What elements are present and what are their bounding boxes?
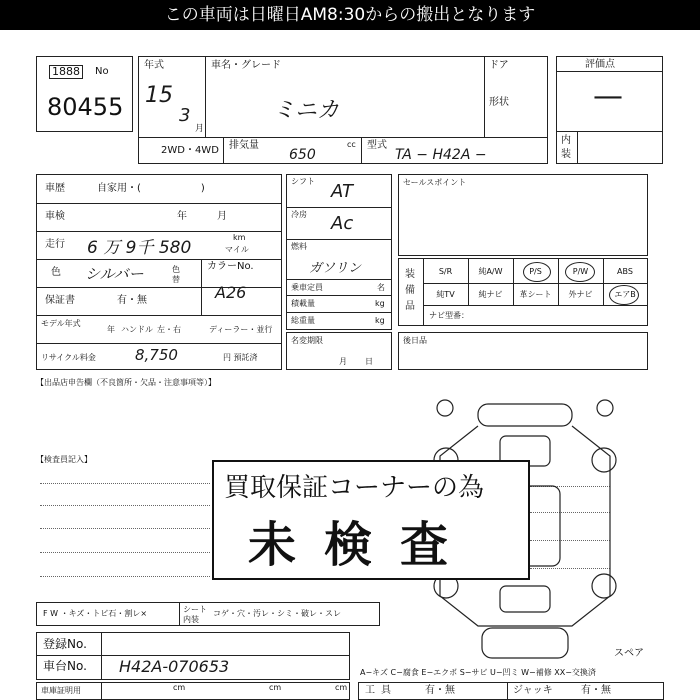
equip-abs: ABS	[617, 267, 633, 276]
fw-box	[36, 602, 380, 626]
drive-label: 2WD・4WD	[161, 145, 219, 156]
load-label: 積載量	[291, 299, 315, 308]
color-value: シルバー	[85, 265, 144, 283]
model-label: 型式	[367, 140, 387, 151]
capacity-label: 乗車定員	[291, 283, 323, 292]
inspection-label: 車検	[45, 211, 65, 222]
jack-value: 有・無	[581, 685, 611, 696]
shift-label: シフト	[291, 177, 315, 186]
tools-box	[358, 682, 664, 700]
gross-label: 総重量	[291, 316, 315, 325]
color-no-value: A26	[215, 283, 247, 302]
circle-mark-airbag	[609, 285, 639, 305]
rear-items-box	[398, 332, 648, 370]
recycle-value: 8,750	[135, 346, 178, 364]
equip-tv: 純TV	[436, 290, 455, 299]
cm-unit-3: cm	[335, 683, 348, 692]
header-box	[138, 56, 548, 164]
shape-label: 形状	[489, 97, 509, 108]
reg-no-label: 登録No.	[43, 637, 87, 651]
dealer-label: ディーラー・並行	[209, 325, 273, 334]
change-label: 名変期限	[291, 336, 323, 345]
equip-aftermarket-navi: 外ナビ	[568, 290, 593, 299]
history-label: 車歴	[45, 183, 65, 194]
circle-mark-ps	[523, 262, 551, 282]
tools-value: 有・無	[425, 685, 455, 696]
month-value: 3	[179, 105, 191, 126]
displacement-unit: cc	[347, 140, 356, 149]
stamp-line2: 未検査	[248, 517, 477, 573]
registration-box	[36, 632, 350, 680]
gross-unit: kg	[375, 316, 385, 325]
score-box	[556, 56, 663, 164]
equip-sr: S/R	[438, 267, 453, 276]
exterior-label: 装	[561, 149, 571, 160]
history-box	[36, 174, 282, 370]
tools-label: 工具	[365, 685, 397, 696]
jack-label: ジャッキ	[513, 685, 553, 696]
sales-point-label: セールスポイント	[403, 178, 467, 187]
garage-cert-label: 車庫証明用	[41, 686, 81, 695]
color-label: 色	[51, 267, 61, 278]
ac-label: 冷房	[291, 210, 307, 219]
equipment-label: 装備品	[405, 269, 415, 312]
change-box	[286, 332, 392, 370]
color-change-label: 色替	[172, 265, 180, 284]
name-value: ミニカ	[273, 98, 340, 123]
handle-label: ハンドル	[121, 325, 153, 334]
lot-suffix: No	[95, 66, 109, 77]
handle-value: 左・右	[157, 325, 181, 334]
door-label: ドア	[489, 60, 509, 71]
lot-top-label: 1888	[49, 65, 83, 79]
mileage-label: 走行	[45, 239, 65, 250]
equip-navi: 純ナビ	[478, 290, 503, 299]
year-value: 15	[145, 83, 173, 108]
fuel-value: ガソリン	[309, 261, 362, 276]
cm-unit-1: cm	[173, 683, 186, 692]
model-year-unit: 年	[107, 325, 115, 334]
interior-label: 内	[561, 135, 571, 146]
garage-cert-box	[36, 682, 350, 700]
ac-value: Ac	[331, 213, 354, 234]
rear-items-label: 後日品	[403, 336, 427, 345]
chassis-label: 車台No.	[43, 659, 87, 673]
lot-number: 80455	[47, 93, 124, 121]
spare-label: スペア	[614, 648, 644, 659]
load-unit: kg	[375, 299, 385, 308]
fuel-label: 燃料	[291, 242, 307, 251]
warranty-label: 保証書	[45, 295, 75, 306]
seat-value: コゲ・穴・汚レ・シミ・破レ・スレ	[213, 609, 341, 618]
seat-label: シート内装	[183, 605, 207, 624]
equip-airbag: エアB	[614, 290, 636, 299]
inspection-value: 年 月	[177, 211, 227, 222]
equip-alloy-wheel: 純A/W	[478, 267, 503, 276]
equip-power-window: P/W	[572, 267, 589, 276]
recycle-suffix: 円 預託済	[223, 353, 258, 362]
recycle-label: リサイクル料金	[41, 353, 96, 362]
uninspected-stamp	[212, 460, 530, 580]
history-value: 自家用・( )	[97, 183, 205, 194]
exhibitor-label: 【出品店申告欄（不良箇所・欠品・注意事項等）】	[36, 378, 216, 387]
stamp-line1: 買取保証コーナーの為	[224, 473, 485, 503]
displacement-value: 650	[289, 147, 316, 163]
name-label: 車名・グレード	[211, 60, 281, 71]
mileage-value: 6 万 9千 580	[87, 238, 192, 258]
inspector-label: 【検査員記入】	[36, 455, 92, 464]
damage-legend: A−キズ C−腐食 E−エクボ S−サビ U−凹ミ W−補修 XX−交換済	[360, 668, 596, 677]
navi-model-label: ナビ型番：	[429, 311, 469, 320]
mileage-unit-mile: マイル	[225, 245, 249, 254]
model-year-label: モデル年式	[41, 319, 81, 328]
score-value: —	[593, 79, 623, 114]
equip-power-steering: P/S	[529, 267, 542, 276]
banner: この車両は日曜日AM8:30からの搬出となります	[0, 0, 700, 30]
circle-mark-pw	[565, 262, 595, 282]
capacity-unit: 名	[377, 283, 385, 292]
sales-point-box	[398, 174, 648, 256]
mileage-unit-km: km	[233, 233, 246, 242]
cm-unit-2: cm	[269, 683, 282, 692]
equipment-box	[398, 258, 648, 326]
fw-label: F W ・キズ・トビ石・割レ×	[43, 609, 148, 618]
warranty-value: 有・無	[117, 295, 147, 306]
score-label: 評価点	[585, 59, 615, 70]
displacement-label: 排気量	[229, 140, 259, 151]
model-value: TA − H42A −	[395, 147, 487, 163]
change-unit: 月日	[339, 357, 391, 366]
color-no-label: カラーNo.	[207, 261, 254, 272]
shift-value: AT	[331, 181, 353, 202]
mid-box	[286, 174, 392, 330]
month-suffix: 月	[195, 124, 205, 134]
equip-leather-seat: 革シート	[519, 290, 552, 299]
year-label: 年式	[144, 60, 164, 71]
chassis-value: H42A-070653	[119, 657, 230, 676]
lot-box	[36, 56, 133, 132]
